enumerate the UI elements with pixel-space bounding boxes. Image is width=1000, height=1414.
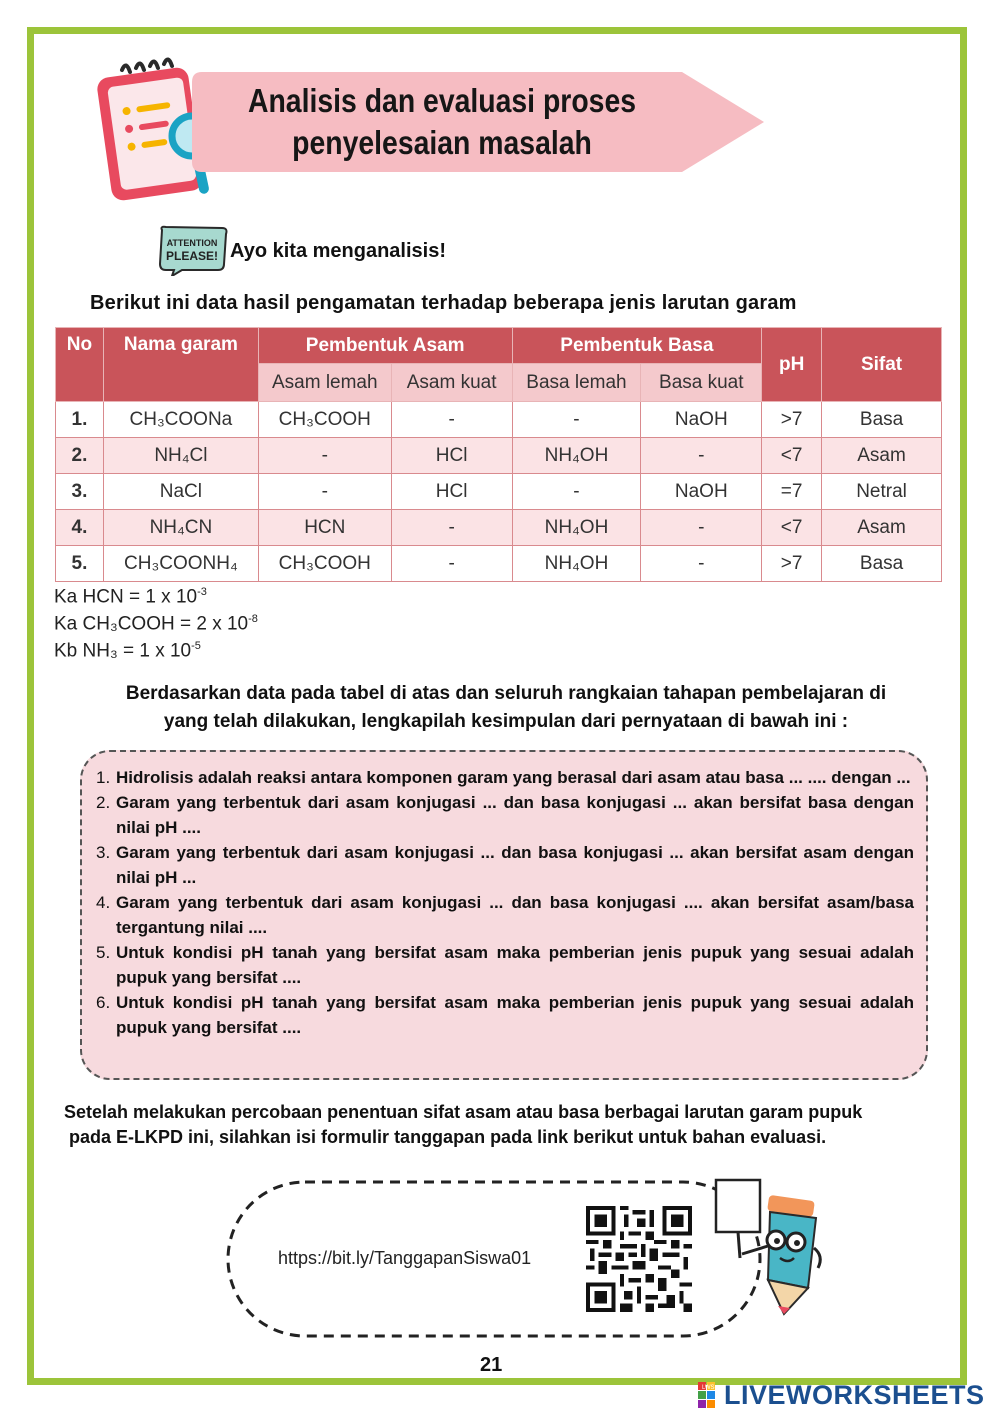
item-number: 5. — [96, 943, 111, 962]
cell-name: NH₄CN — [103, 510, 258, 546]
header-weak-acid: Asam lemah — [258, 364, 391, 402]
cell-nature: Basa — [822, 546, 942, 582]
list-item — [96, 940, 914, 990]
header-no: No — [56, 328, 104, 402]
cell-strong-acid: - — [391, 546, 512, 582]
cell-ph: >7 — [762, 402, 822, 438]
item-text: Garam yang terbentuk dari asam konjugasi ... dan basa konjugasi .... akan bersifat asam/basa tergantung nilai .... — [116, 893, 914, 937]
liveworksheets-watermark[interactable] — [698, 1379, 985, 1411]
cell-weak-base: - — [512, 474, 641, 510]
closing-text — [64, 1100, 924, 1150]
cell-strong-acid: - — [391, 402, 512, 438]
constant-exponent: -3 — [197, 586, 207, 598]
table-row — [56, 510, 942, 546]
cell-no: 1. — [56, 402, 104, 438]
item-number: 1. — [96, 768, 111, 787]
item-text: Hidrolisis adalah reaksi antara komponen garam yang berasal dari asam atau basa ... .... dengan ... — [116, 768, 911, 787]
header-nature: Sifat — [822, 328, 942, 402]
list-item — [96, 790, 914, 840]
title-banner — [192, 72, 764, 172]
cell-nature: Asam — [822, 510, 942, 546]
page-title — [227, 72, 657, 172]
watermark-text: LIVEWORKSHEETS — [724, 1379, 985, 1410]
cell-strong-acid: - — [391, 510, 512, 546]
cell-name: NaCl — [103, 474, 258, 510]
header-strong-base: Basa kuat — [641, 364, 762, 402]
cell-weak-base: NH₄OH — [512, 438, 641, 474]
list-item — [96, 840, 914, 890]
constant-ka-hcn — [54, 586, 207, 608]
cell-strong-base: - — [641, 438, 762, 474]
cell-strong-base: NaOH — [641, 474, 762, 510]
constant-label: Ka HCN = 1 x 10 — [54, 586, 198, 608]
table-row — [56, 546, 942, 582]
cell-strong-base: - — [641, 510, 762, 546]
cell-no: 3. — [56, 474, 104, 510]
item-text: Untuk kondisi pH tanah yang bersifat asam maka pemberian jenis pupuk yang sesuai adalah pupuk yang bersifat .... — [116, 993, 914, 1037]
title-line-2: penyelesaian masalah — [292, 124, 592, 161]
cell-weak-base: NH₄OH — [512, 510, 641, 546]
section-subheading: Ayo kita menganalisis! — [230, 240, 446, 262]
item-number: 3. — [96, 843, 111, 862]
cell-ph: <7 — [762, 438, 822, 474]
cell-no: 5. — [56, 546, 104, 582]
salt-observation-table — [55, 327, 942, 582]
cell-weak-acid: CH₃COOH — [258, 546, 391, 582]
constant-ka-ch3cooh — [54, 613, 258, 635]
feedback-form-link[interactable]: https://bit.ly/TanggapanSiswa01 — [278, 1248, 532, 1268]
header-strong-acid: Asam kuat — [391, 364, 512, 402]
cell-ph: >7 — [762, 546, 822, 582]
pencil-mascot-icon — [712, 1176, 832, 1316]
conclusion-list — [96, 765, 914, 1040]
cell-strong-base: - — [641, 546, 762, 582]
cell-weak-acid: HCN — [258, 510, 391, 546]
item-text: Untuk kondisi pH tanah yang bersifat asam maka pemberian jenis pupuk yang sesuai adalah pupuk yang bersifat .... — [116, 943, 914, 987]
header-name: Nama garam — [103, 328, 258, 402]
cell-name: NH₄Cl — [103, 438, 258, 474]
attention-please-badge — [156, 224, 230, 276]
title-line-1: Analisis dan evaluasi proses — [247, 82, 637, 119]
constant-kb-nh3 — [54, 640, 201, 662]
cell-name: CH₃COONa — [103, 402, 258, 438]
cell-ph: =7 — [762, 474, 822, 510]
table-intro: Berikut ini data hasil pengamatan terhadap beberapa jenis larutan garam — [90, 292, 797, 314]
table-row — [56, 402, 942, 438]
cell-nature: Basa — [822, 402, 942, 438]
page-number: 21 — [480, 1354, 503, 1376]
instruction-line-1: Berdasarkan data pada tabel di atas dan seluruh rangkaian tahapan pembelajaran di — [125, 683, 887, 704]
cell-strong-acid: HCl — [391, 438, 512, 474]
attention-line-1: ATTENTION — [166, 238, 218, 248]
list-item — [96, 765, 914, 790]
cell-no: 4. — [56, 510, 104, 546]
cell-weak-acid: - — [258, 474, 391, 510]
item-number: 6. — [96, 993, 111, 1012]
list-item — [96, 990, 914, 1040]
attention-line-2: PLEASE! — [165, 249, 219, 263]
cell-nature: Asam — [822, 438, 942, 474]
item-number: 2. — [96, 793, 111, 812]
constant-label: Ka CH₃COOH = 2 x 10 — [54, 613, 249, 635]
logo-badge-text: LWS — [702, 1385, 715, 1391]
cell-strong-acid: HCl — [391, 474, 512, 510]
header-base-group: Pembentuk Basa — [512, 328, 762, 364]
cell-weak-acid: - — [258, 438, 391, 474]
item-text: Garam yang terbentuk dari asam konjugasi ... dan basa konjugasi ... akan bersifat asam dengan nilai pH ... — [116, 843, 914, 887]
header-acid-group: Pembentuk Asam — [258, 328, 512, 364]
constant-exponent: -8 — [248, 613, 258, 625]
cell-name: CH₃COONH₄ — [103, 546, 258, 582]
constant-exponent: -5 — [191, 640, 201, 652]
liveworksheets-logo-icon — [698, 1382, 724, 1408]
item-number: 4. — [96, 893, 111, 912]
table-row — [56, 438, 942, 474]
cell-strong-base: NaOH — [641, 402, 762, 438]
qr-code-icon[interactable] — [586, 1206, 692, 1312]
item-text: Garam yang terbentuk dari asam konjugasi ... dan basa konjugasi ... akan bersifat basa dengan nilai pH .... — [116, 793, 914, 837]
cell-weak-acid: CH₃COOH — [258, 402, 391, 438]
instruction-line-2: yang telah dilakukan, lengkapilah kesimpulan dari pernyataan di bawah ini : — [163, 711, 849, 732]
header-ph: pH — [762, 328, 822, 402]
constant-label: Kb NH₃ = 1 x 10 — [54, 640, 192, 662]
closing-line-2: pada E-LKPD ini, silahkan isi formulir tanggapan pada link berikut untuk bahan evaluasi. — [69, 1127, 827, 1147]
cell-no: 2. — [56, 438, 104, 474]
cell-nature: Netral — [822, 474, 942, 510]
table-row — [56, 474, 942, 510]
cell-ph: <7 — [762, 510, 822, 546]
closing-line-1: Setelah melakukan percobaan penentuan sifat asam atau basa berbagai larutan garam pupuk — [64, 1102, 863, 1122]
cell-weak-base: NH₄OH — [512, 546, 641, 582]
cell-weak-base: - — [512, 402, 641, 438]
instruction-text — [90, 680, 922, 736]
list-item — [96, 890, 914, 940]
header-weak-base: Basa lemah — [512, 364, 641, 402]
